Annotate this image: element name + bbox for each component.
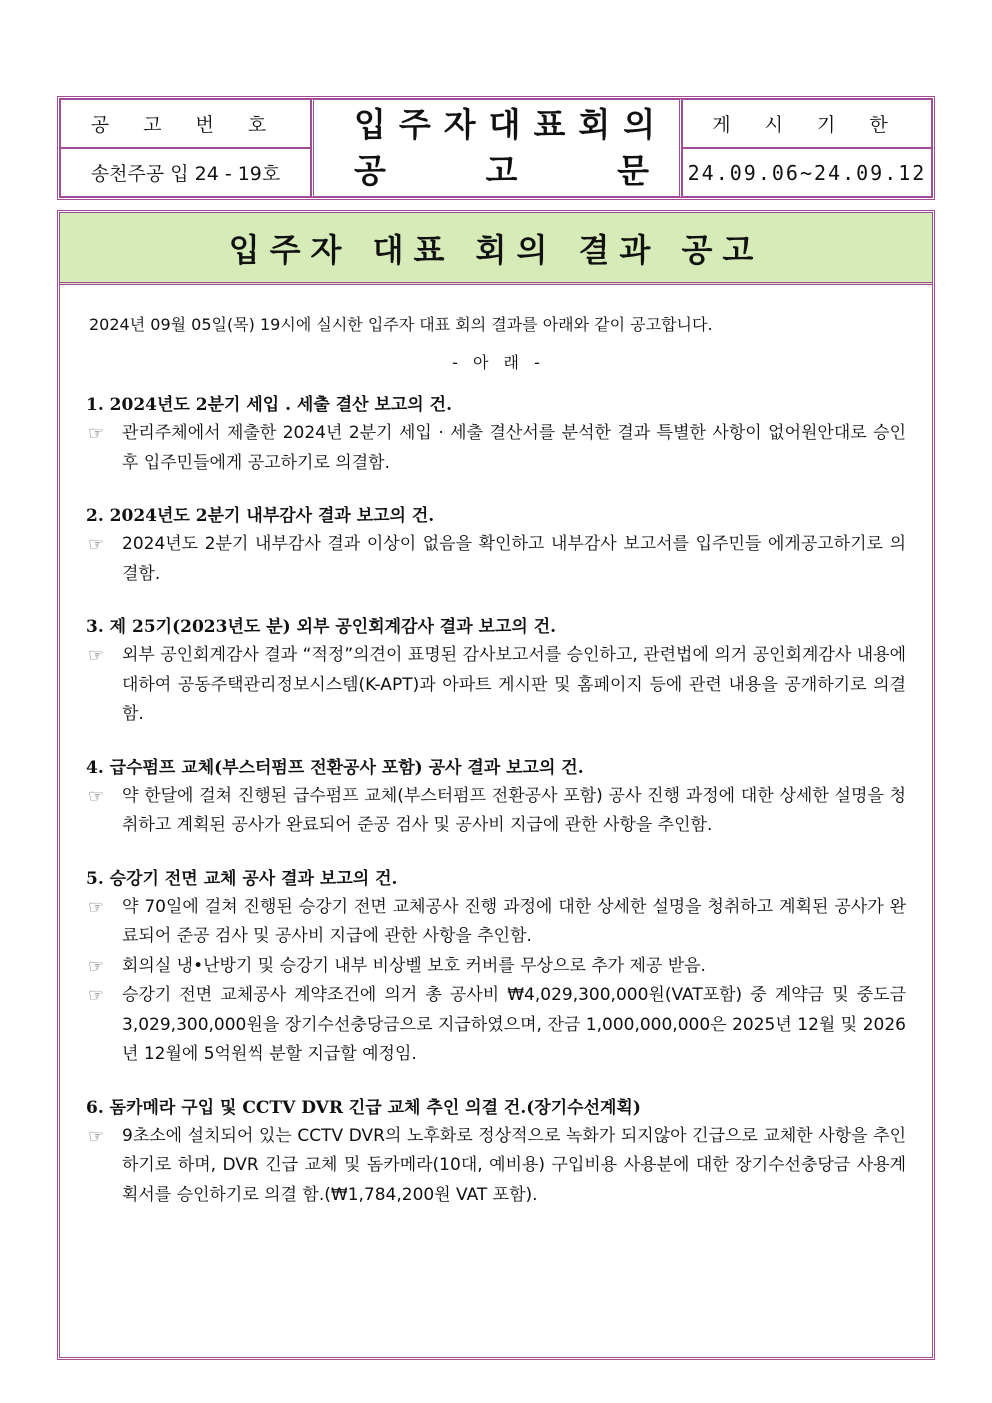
title-char: 문 bbox=[617, 151, 649, 190]
agenda-item bbox=[86, 981, 906, 1070]
pointing-hand-icon: ☞ bbox=[88, 1125, 105, 1147]
title-char: 고 bbox=[485, 151, 518, 190]
agenda-title: 4. 급수펌프 교체(부스터펌프 전환공사 포함) 공사 결과 보고의 건. bbox=[86, 757, 584, 778]
pointing-hand-icon: ☞ bbox=[88, 534, 105, 555]
title-line-2 bbox=[354, 148, 649, 194]
pointing-hand-icon: ☞ bbox=[88, 896, 105, 918]
notice-content bbox=[86, 313, 906, 1210]
agenda-item bbox=[86, 782, 906, 841]
agenda-item bbox=[86, 952, 906, 982]
agenda-item-text: 회의실 냉•난방기 및 승강기 내부 비상벨 보호 커버를 무상으로 추가 제공 받음. bbox=[122, 955, 706, 976]
notice-body-frame bbox=[57, 210, 935, 1360]
agenda-item bbox=[86, 893, 906, 952]
agenda-item bbox=[86, 641, 906, 730]
agenda-item-text: 2024년도 2분기 내부감사 결과 이상이 없음을 확인하고 내부감사 보고서를 입주민들 에게공고하기로 의결함. bbox=[122, 534, 906, 584]
result-banner: 입주자 대표 회의 결과 공고 bbox=[60, 213, 932, 285]
agenda-item bbox=[86, 419, 906, 478]
posting-period-label: 게 시 기 한 bbox=[682, 99, 932, 148]
agenda-sections bbox=[86, 391, 906, 1210]
agenda-title: 5. 승강기 전면 교체 공사 결과 보고의 건. bbox=[86, 868, 398, 889]
agenda-item-text: 승강기 전면 교체공사 계약조건에 의거 총 공사비 ₩4,029,300,000원(VAT포함) 중 계약금 및 중도금 3,029,300,000원을 장기수선충당금으로 지급하였으며, 잔금 1,000,000,000은 2025년 12월 및 2026년 12월에 5억원씩 분할 지급할 예정임. bbox=[122, 985, 906, 1064]
agenda-section bbox=[86, 613, 906, 730]
agenda-item-text: 외부 공인회계감사 결과 “적정”의견이 표명된 감사보고서를 승인하고, 관련법에 의거 공인회계감사 내용에 대하여 공동주택관리정보시스템(K-APT)과 아파트 게시판 및 홈페이지 등에 관련 내용을 공개하기로 의결함. bbox=[122, 645, 906, 724]
agenda-item bbox=[86, 530, 906, 589]
below-marker: - 아 래 - bbox=[452, 353, 540, 372]
agenda-item-text: 약 한달에 걸쳐 진행된 급수펌프 교체(부스터펌프 전환공사 포함) 공사 진행 과정에 대한 상세한 설명을 청취하고 계획된 공사가 완료되어 준공 검사 및 공사비 지급에 관한 사항을 추인함. bbox=[122, 785, 906, 835]
agenda-section bbox=[86, 391, 906, 478]
agenda-item-text: 9초소에 설치되어 있는 CCTV DVR의 노후화로 정상적으로 녹화가 되지않아 긴급으로 교체한 사항을 추인하기로 하며, DVR 긴급 교체 및 돔카메라(10대, 예비용) 구입비용 사용분에 대한 장기수선충당금 사용계획서를 승인하기로 의결 함.(₩1,784,200원 VAT 포함). bbox=[122, 1125, 906, 1205]
pointing-hand-icon: ☞ bbox=[88, 955, 105, 977]
agenda-section bbox=[86, 1094, 906, 1211]
posting-period-value: 24.09.06~24.09.12 bbox=[682, 148, 932, 197]
pointing-hand-icon: ☞ bbox=[88, 785, 105, 807]
title-line-1: 입주자대표회의 bbox=[354, 105, 669, 144]
notice-number-value: 송천주공 입 24 - 19호 bbox=[60, 148, 311, 197]
notice-number-label: 공 고 번 호 bbox=[60, 99, 311, 148]
agenda-section bbox=[86, 754, 906, 841]
agenda-item bbox=[86, 1122, 906, 1211]
agenda-title: 2. 2024년도 2분기 내부감사 결과 보고의 건. bbox=[86, 506, 435, 526]
agenda-title: 6. 돔카메라 구입 및 CCTV DVR 긴급 교체 추인 의결 건.(장기수선계획) bbox=[86, 1097, 641, 1118]
document-title bbox=[311, 99, 682, 197]
agenda-section bbox=[86, 865, 906, 1070]
notice-header-table bbox=[57, 96, 935, 200]
pointing-hand-icon: ☞ bbox=[88, 645, 105, 666]
agenda-title: 1. 2024년도 2분기 세입 . 세출 결산 보고의 건. bbox=[86, 395, 452, 415]
agenda-item-text: 관리주체에서 제출한 2024년 2분기 세입 · 세출 결산서를 분석한 결과 특별한 사항이 없어원안대로 승인 후 입주민들에게 공고하기로 의결함. bbox=[122, 423, 906, 473]
agenda-title: 3. 제 25기(2023년도 분) 외부 공인회계감사 결과 보고의 건. bbox=[86, 617, 557, 637]
pointing-hand-icon: ☞ bbox=[88, 423, 105, 444]
pointing-hand-icon: ☞ bbox=[88, 985, 105, 1006]
intro-text: 2024년 09월 05일(목) 19시에 실시한 입주자 대표 회의 결과를 아래와 같이 공고합니다. bbox=[89, 315, 713, 334]
title-char: 공 bbox=[354, 151, 386, 190]
agenda-section bbox=[86, 502, 906, 589]
agenda-item-text: 약 70일에 걸쳐 진행된 승강기 전면 교체공사 진행 과정에 대한 상세한 설명을 청취하고 계획된 공사가 완료되어 준공 검사 및 공사비 지급에 관한 사항을 추인함. bbox=[122, 896, 906, 946]
